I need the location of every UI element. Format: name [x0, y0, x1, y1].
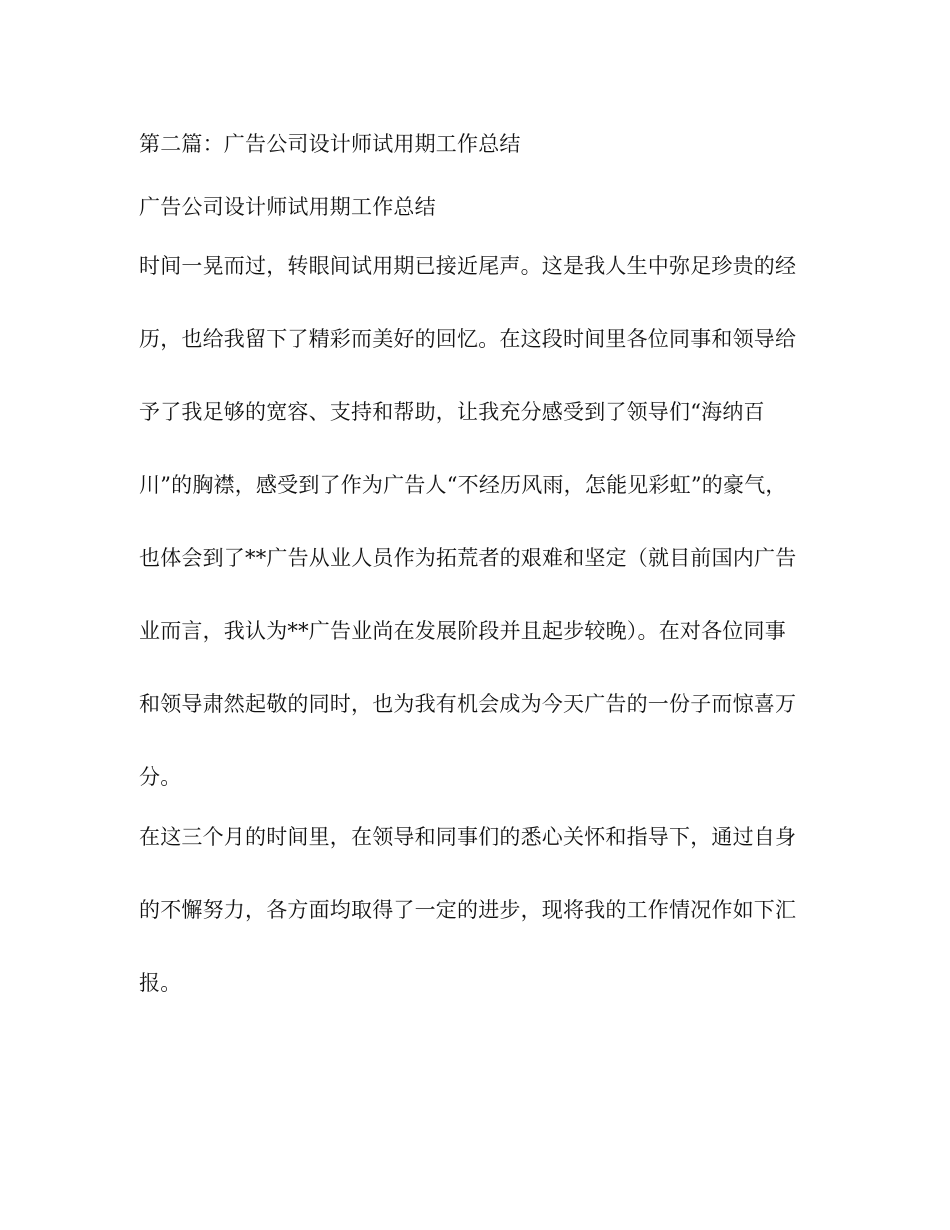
paragraph-1-line: 也体会到了**广告从业人员作为拓荒者的艰难和坚定（就目前国内广告 — [139, 546, 797, 570]
paragraph-1-line: 业而言，我认为**广告业尚在发展阶段并且起步较晚）。在对各位同事 — [139, 619, 786, 643]
paragraph-1-line: 历，也给我留下了精彩而美好的回忆。在这段时间里各位同事和领导给 — [139, 327, 797, 351]
paragraph-2-line: 在这三个月的时间里，在领导和同事们的悉心关怀和指导下，通过自身 — [139, 825, 797, 849]
paragraph-2-line: 的不懈努力，各方面均取得了一定的进步，现将我的工作情况作如下汇 — [139, 898, 797, 922]
paragraph-1-line: 时间一晃而过，转眼间试用期已接近尾声。这是我人生中弥足珍贵的经 — [139, 254, 797, 278]
paragraph-1-line: 分。 — [139, 765, 182, 789]
paragraph-1-line: 予了我足够的宽容、支持和帮助，让我充分感受到了领导们“海纳百 — [139, 400, 765, 424]
section-title: 第二篇：广告公司设计师试用期工作总结 — [139, 132, 521, 156]
paragraph-2-line: 报。 — [139, 971, 182, 995]
paragraph-1-line: 和领导肃然起敬的同时，也为我有机会成为今天广告的一份子而惊喜万 — [139, 692, 797, 716]
paragraph-1-line: 川”的胸襟，感受到了作为广告人“不经历风雨，怎能见彩虹”的豪气， — [139, 473, 787, 497]
document-title: 广告公司设计师试用期工作总结 — [139, 195, 436, 219]
